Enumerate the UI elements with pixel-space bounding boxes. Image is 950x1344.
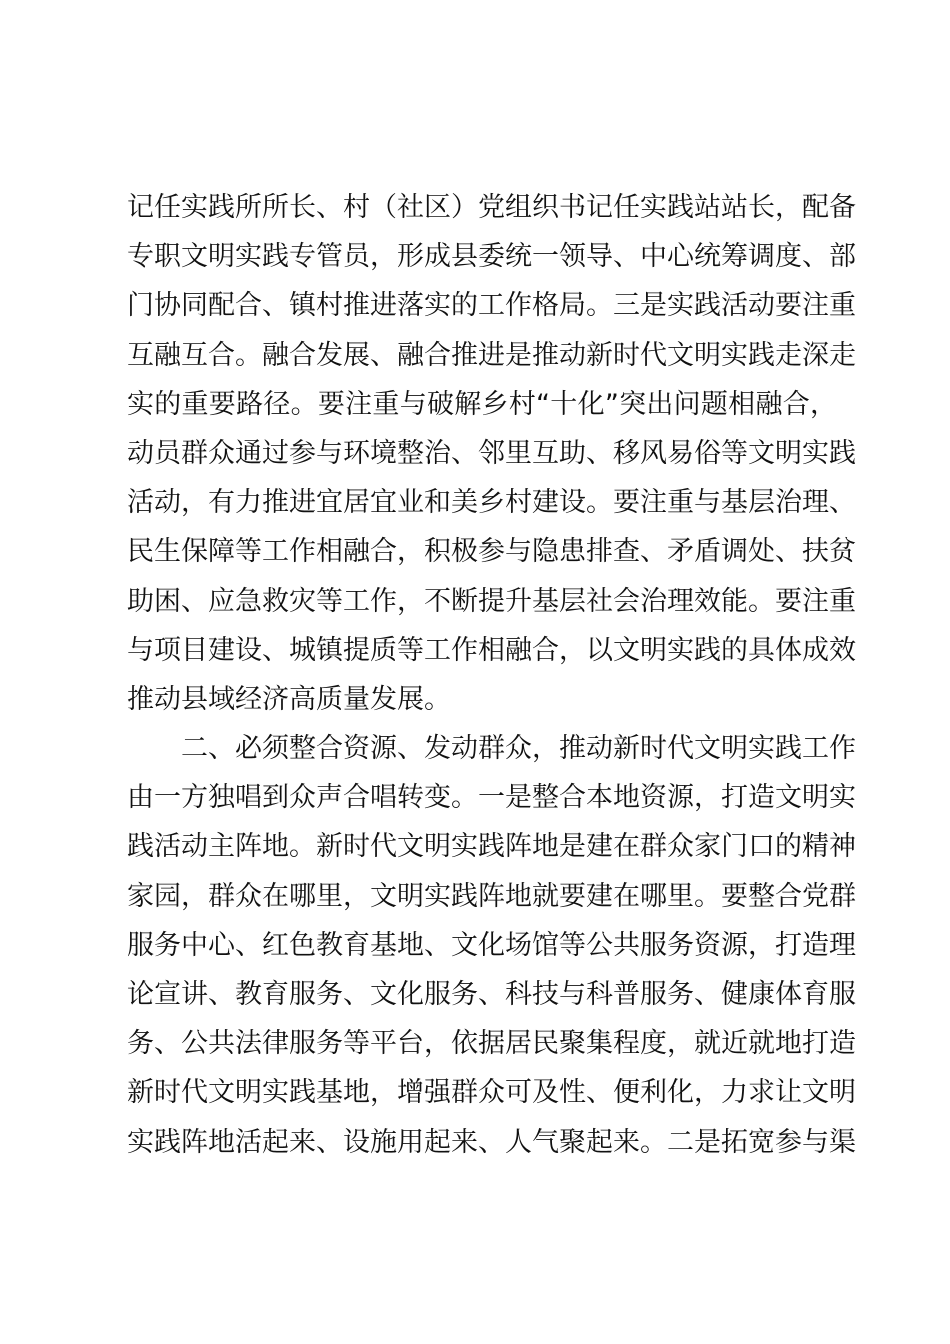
text-line: 与项目建设、城镇提质等工作相融合，以文明实践的具体成效 xyxy=(127,634,856,666)
text-line: 民生保障等工作相融合，积极参与隐患排查、矛盾调处、扶贫 xyxy=(127,536,856,568)
text-line: 家园，群众在哪里，文明实践阵地就要建在哪里。要整合党群 xyxy=(127,880,856,912)
text-line: 专职文明实践专管员，形成县委统一领导、中心统筹调度、部 xyxy=(127,241,856,273)
text-line: 实践阵地活起来、设施用起来、人气聚起来。二是拓宽参与渠 xyxy=(127,1126,856,1158)
text-line: 务、公共法律服务等平台，依据居民聚集程度，就近就地打造 xyxy=(127,1028,856,1060)
text-line: 推动县域经济高质量发展。 xyxy=(127,683,451,715)
paragraph-2 xyxy=(127,724,856,1167)
text-line: 门协同配合、镇村推进落实的工作格局。三是实践活动要注重 xyxy=(127,290,856,322)
text-line: 新时代文明实践基地，增强群众可及性、便利化，力求让文明 xyxy=(127,1077,856,1109)
text-line: 互融互合。融合发展、融合推进是推动新时代文明实践走深走 xyxy=(127,339,856,371)
paragraph-1 xyxy=(127,183,856,724)
text-line: 实的重要路径。要注重与破解乡村“十化”突出问题相融合， xyxy=(127,388,837,420)
document-body xyxy=(127,183,856,1167)
text-line: 助困、应急救灾等工作，不断提升基层社会治理效能。要注重 xyxy=(127,585,856,617)
text-line: 动员群众通过参与环境整治、邻里互助、移风易俗等文明实践 xyxy=(127,437,856,469)
text-line: 服务中心、红色教育基地、文化场馆等公共服务资源，打造理 xyxy=(127,929,856,961)
text-line: 二、必须整合资源、发动群众，推动新时代文明实践工作 xyxy=(181,733,856,765)
text-line: 论宣讲、教育服务、文化服务、科技与科普服务、健康体育服 xyxy=(127,979,856,1010)
text-line: 由一方独唱到众声合唱转变。一是整合本地资源，打造文明实 xyxy=(127,782,856,814)
text-line: 活动，有力推进宜居宜业和美乡村建设。要注重与基层治理、 xyxy=(127,487,856,519)
text-line: 践活动主阵地。新时代文明实践阵地是建在群众家门口的精神 xyxy=(127,831,856,863)
text-line: 记任实践所所长、村（社区）党组织书记任实践站站长，配备 xyxy=(127,192,856,223)
